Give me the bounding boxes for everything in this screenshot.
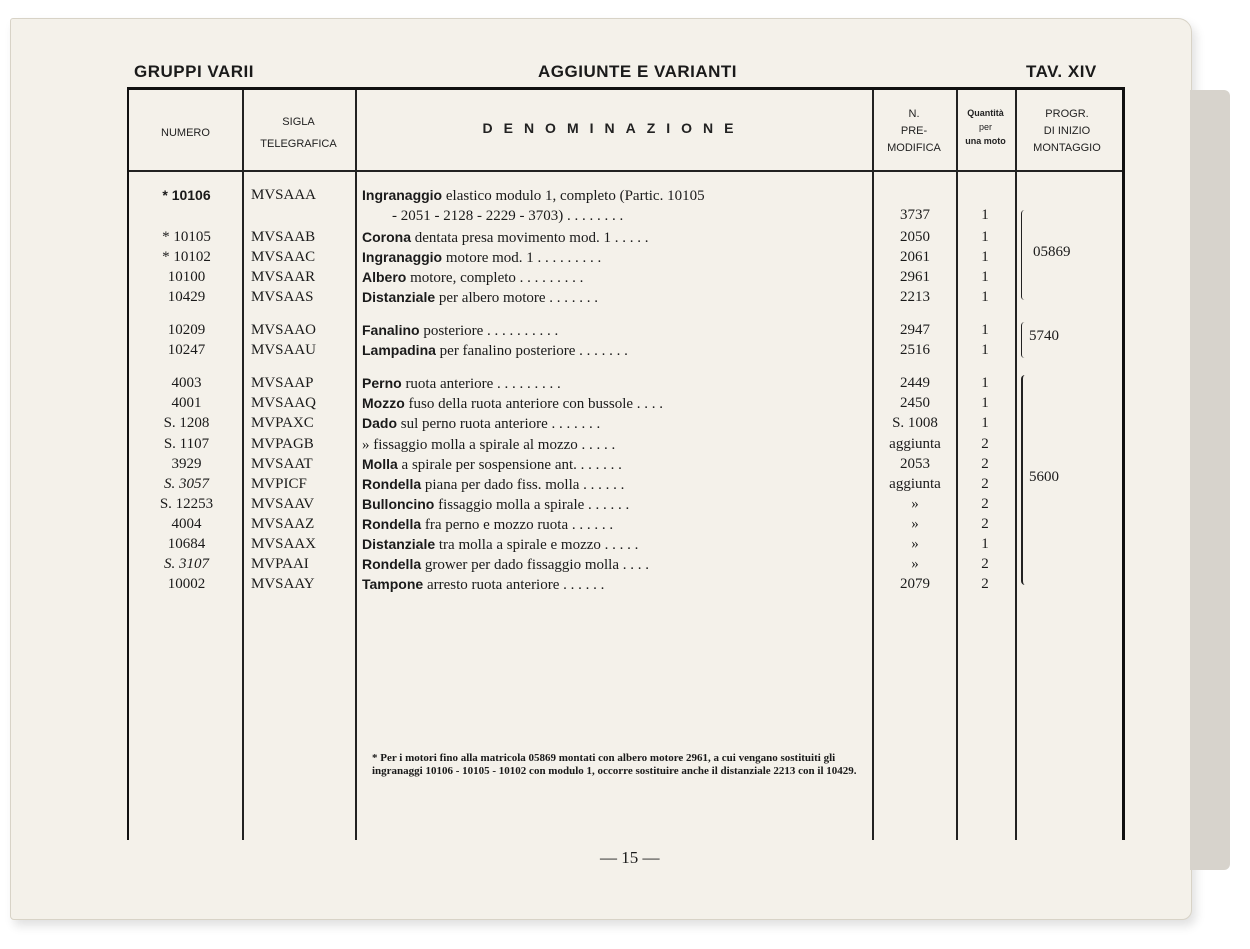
cell-sigla: MVSAAB xyxy=(251,229,316,245)
cell-denominazione-keyword: Albero xyxy=(362,269,407,285)
cell-quantita: 1 xyxy=(981,249,989,265)
table-row xyxy=(129,434,1122,454)
cell-denominazione-text: » fissaggio molla a spirale al mozzo . . . . . xyxy=(362,437,616,453)
cell-denominazione-keyword: Rondella xyxy=(362,476,422,492)
cell-denominazione xyxy=(362,373,862,394)
cell-sigla: MVPAGB xyxy=(251,436,314,452)
cell-denominazione xyxy=(362,534,862,555)
header-center: AGGIUNTE E VARIANTI xyxy=(538,62,738,81)
cell-sigla: MVSAAV xyxy=(251,496,315,512)
cell-pre-modifica: aggiunta xyxy=(889,476,941,492)
header-divider xyxy=(129,170,1122,172)
cell-denominazione-text: sul perno ruota anteriore . . . . . . . xyxy=(400,416,601,432)
cell-sigla: MVSAAC xyxy=(251,249,316,265)
cell-denominazione-keyword: Fanalino xyxy=(362,322,420,338)
cell-numero: 10684 xyxy=(167,536,206,552)
cell-denominazione-text: elastico modulo 1, completo (Partic. 10105 xyxy=(445,188,705,204)
cell-numero: 4004 xyxy=(171,516,202,532)
table-row xyxy=(129,393,1122,413)
cell-numero: * 10105 xyxy=(162,229,211,245)
cell-numero: * 10102 xyxy=(162,249,211,265)
cell-pre-modifica: » xyxy=(911,516,919,532)
cell-denominazione xyxy=(362,554,862,575)
cell-pre-modifica: 2450 xyxy=(900,395,930,411)
column-header-progr-line2: DI INIZIO xyxy=(1043,125,1091,137)
cell-quantita: 2 xyxy=(981,456,989,472)
table-row xyxy=(129,514,1122,534)
progr-value-group1: 05869 xyxy=(1033,244,1071,260)
cell-denominazione xyxy=(362,574,862,595)
cell-denominazione xyxy=(362,413,862,434)
table-row xyxy=(129,494,1122,514)
column-header-progr-line3: MONTAGGIO xyxy=(1033,142,1101,154)
cell-quantita: 1 xyxy=(981,322,989,338)
table-row xyxy=(129,320,1122,340)
cell-numero: 4003 xyxy=(171,375,202,391)
cell-sigla: MVSAAP xyxy=(251,375,314,391)
table-row xyxy=(129,454,1122,474)
cell-pre-modifica: aggiunta xyxy=(889,436,941,452)
cell-quantita: 1 xyxy=(981,415,989,431)
column-header-progr-line1: PROGR. xyxy=(1045,108,1089,120)
cell-numero: S. 1107 xyxy=(163,436,210,452)
table-row xyxy=(129,340,1122,360)
cell-denominazione-text: tra molla a spirale e mozzo . . . . . xyxy=(438,537,639,553)
cell-quantita: 1 xyxy=(981,536,989,552)
cell-denominazione-keyword: Ingranaggio xyxy=(362,187,443,203)
cell-sigla: MVSAAT xyxy=(251,456,313,472)
cell-numero: 10002 xyxy=(167,576,206,592)
cell-denominazione-keyword: Perno xyxy=(362,375,402,391)
cell-quantita: 2 xyxy=(981,576,989,592)
cell-denominazione xyxy=(362,393,862,414)
cell-numero: 10247 xyxy=(167,342,206,358)
cell-quantita: 1 xyxy=(981,229,989,245)
cell-denominazione xyxy=(362,340,862,361)
cell-quantita: 2 xyxy=(981,516,989,532)
column-header-sigla-line2: TELEGRAFICA xyxy=(260,138,337,150)
cell-denominazione xyxy=(362,247,862,268)
cell-denominazione xyxy=(362,267,862,288)
cell-denominazione-keyword: Bulloncino xyxy=(362,496,435,512)
cell-sigla: MVSAAO xyxy=(251,322,317,338)
table-row xyxy=(129,373,1122,393)
cell-denominazione xyxy=(362,434,862,455)
cell-denominazione-keyword: Lampadina xyxy=(362,342,436,358)
parts-table xyxy=(127,87,1125,840)
column-header-pre-line1: N. xyxy=(908,108,920,120)
table-row xyxy=(129,413,1122,433)
cell-denominazione-text: per albero motore . . . . . . . xyxy=(438,290,599,306)
cell-denominazione-keyword: Distanziale xyxy=(362,536,436,552)
cell-denominazione-keyword: Corona xyxy=(362,229,411,245)
cell-denominazione xyxy=(362,454,862,475)
cell-denominazione-text: fissaggio molla a spirale . . . . . . xyxy=(438,497,630,513)
cell-denominazione xyxy=(362,185,862,206)
cell-denominazione-keyword: Distanziale xyxy=(362,289,436,305)
cell-denominazione-keyword: Dado xyxy=(362,415,397,431)
cell-numero: 3929 xyxy=(171,456,202,472)
cell-numero: S. 3057 xyxy=(164,476,209,492)
cell-quantita: 1 xyxy=(981,342,989,358)
header-right: TAV. XIV xyxy=(1026,62,1097,81)
table-row xyxy=(129,474,1122,494)
table-row xyxy=(129,534,1122,554)
cell-pre-modifica: 2947 xyxy=(900,322,930,338)
cell-numero: 10429 xyxy=(167,289,206,305)
cell-quantita: 2 xyxy=(981,496,989,512)
cell-numero: 4001 xyxy=(171,395,202,411)
cell-quantita: 1 xyxy=(981,207,989,223)
cell-pre-modifica: 2449 xyxy=(900,375,930,391)
cell-quantita: 1 xyxy=(981,375,989,391)
cell-quantita: 1 xyxy=(981,289,989,305)
cell-denominazione xyxy=(362,287,862,308)
cell-pre-modifica: 2516 xyxy=(900,342,930,358)
table-row xyxy=(129,267,1122,287)
cell-quantita: 1 xyxy=(981,269,989,285)
column-header-denominazione: DENOMINAZIONE xyxy=(482,120,745,136)
cell-pre-modifica: 2050 xyxy=(900,229,930,245)
cell-pre-modifica: » xyxy=(911,496,919,512)
cell-denominazione xyxy=(362,514,862,535)
cell-pre-modifica: 2961 xyxy=(900,269,930,285)
column-header-pre-modifica xyxy=(872,106,956,157)
cell-denominazione-keyword: Rondella xyxy=(362,516,422,532)
cell-sigla: MVSAAA xyxy=(251,187,317,203)
cell-denominazione-text: ruota anteriore . . . . . . . . . xyxy=(405,376,561,392)
cell-quantita: 2 xyxy=(981,556,989,572)
cell-denominazione-keyword: Ingranaggio xyxy=(362,249,443,265)
cell-pre-modifica: » xyxy=(911,556,919,572)
table-row xyxy=(129,554,1122,574)
cell-denominazione-keyword: Mozzo xyxy=(362,395,405,411)
column-header-pre-line3: MODIFICA xyxy=(887,142,941,154)
column-header-progr xyxy=(1015,106,1119,157)
cell-denominazione-text: motore mod. 1 . . . . . . . . . xyxy=(445,250,602,266)
cell-denominazione-text: grower per dado fissaggio molla . . . . xyxy=(424,557,649,573)
cell-denominazione-text: arresto ruota anteriore . . . . . . xyxy=(426,577,605,593)
page-number: — 15 — xyxy=(600,848,660,867)
cell-pre-modifica: » xyxy=(911,536,919,552)
cell-numero: 10100 xyxy=(167,269,206,285)
cell-sigla: MVSAAS xyxy=(251,289,314,305)
cell-sigla: MVPICF xyxy=(251,476,307,492)
column-header-sigla-line1: SIGLA xyxy=(282,116,315,128)
cell-sigla: MVPAXC xyxy=(251,415,314,431)
cell-denominazione-keyword: Rondella xyxy=(362,556,422,572)
cell-sigla: MVSAAY xyxy=(251,576,315,592)
cell-denominazione-keyword: Molla xyxy=(362,456,398,472)
cell-pre-modifica: 2053 xyxy=(900,456,930,472)
cell-sigla: MVPAAI xyxy=(251,556,309,572)
cell-denominazione-text: posteriore . . . . . . . . . . xyxy=(423,323,559,339)
cell-numero: 10209 xyxy=(167,322,206,338)
cell-denominazione-text: motore, completo . . . . . . . . . xyxy=(410,270,584,286)
table-row xyxy=(129,247,1122,267)
footnote: * Per i motori fino alla matricola 05869 montati con albero motore 2961, a cui vengano sostituiti gli ingranaggi 10106 - 10105 - 10102 con modulo 1, occorre sostituire anche il distanziale 2213 con il 10429. xyxy=(372,752,857,777)
table-row xyxy=(129,205,1122,225)
cell-quantita: 2 xyxy=(981,436,989,452)
cell-numero: S. 1208 xyxy=(163,415,210,431)
cell-denominazione-text: fuso della ruota anteriore con bussole . . . . xyxy=(408,396,664,412)
cell-denominazione xyxy=(362,320,862,341)
table-row xyxy=(129,185,1122,205)
progr-value-group2: 5740 xyxy=(1029,328,1059,344)
column-header-qty-line3: una moto xyxy=(965,136,1006,146)
cell-denominazione-text: a spirale per sospensione ant. . . . . . . xyxy=(401,457,622,473)
cell-sigla: MVSAAZ xyxy=(251,516,315,532)
cell-numero: S. 3107 xyxy=(164,556,209,572)
cell-denominazione xyxy=(362,227,862,248)
table-row xyxy=(129,287,1122,307)
cell-pre-modifica: 2079 xyxy=(900,576,930,592)
column-header-numero: NUMERO xyxy=(161,127,210,139)
cell-denominazione-text: fra perno e mozzo ruota . . . . . . xyxy=(424,517,614,533)
cell-denominazione-keyword: Tampone xyxy=(362,576,424,592)
column-header-qty-line2: per xyxy=(978,122,992,132)
cell-numero: S. 12253 xyxy=(159,496,214,512)
table-row xyxy=(129,574,1122,594)
column-header-quantita xyxy=(956,106,1015,148)
cell-sigla: MVSAAX xyxy=(251,536,317,552)
cell-quantita: 1 xyxy=(981,395,989,411)
cell-sigla: MVSAAR xyxy=(251,269,316,285)
cell-pre-modifica: S. 1008 xyxy=(892,415,938,431)
cell-denominazione-text: per fanalino posteriore . . . . . . . xyxy=(439,343,628,359)
cell-pre-modifica: 2061 xyxy=(900,249,930,265)
cell-pre-modifica: 3737 xyxy=(900,207,930,223)
cell-pre-modifica: 2213 xyxy=(900,289,930,305)
cell-denominazione xyxy=(362,494,862,515)
cell-denominazione-text: piana per dado fiss. molla . . . . . . xyxy=(424,477,625,493)
cell-numero: * 10106 xyxy=(162,187,211,203)
cell-sigla: MVSAAU xyxy=(251,342,317,358)
column-header-qty-line1: Quantità xyxy=(967,108,1004,118)
table-row xyxy=(129,227,1122,247)
column-header-sigla xyxy=(242,114,355,153)
cell-denominazione xyxy=(362,205,892,226)
cell-quantita: 2 xyxy=(981,476,989,492)
progr-value-group3: 5600 xyxy=(1029,469,1059,485)
page-edge xyxy=(1190,90,1230,870)
column-header-pre-line2: PRE- xyxy=(900,125,928,137)
header-left: GRUPPI VARII xyxy=(134,62,254,81)
cell-denominazione-text: dentata presa movimento mod. 1 . . . . . xyxy=(414,230,649,246)
cell-denominazione xyxy=(362,474,862,495)
cell-denominazione-text: - 2051 - 2128 - 2229 - 3703) . . . . . . . . xyxy=(392,208,624,224)
cell-sigla: MVSAAQ xyxy=(251,395,317,411)
